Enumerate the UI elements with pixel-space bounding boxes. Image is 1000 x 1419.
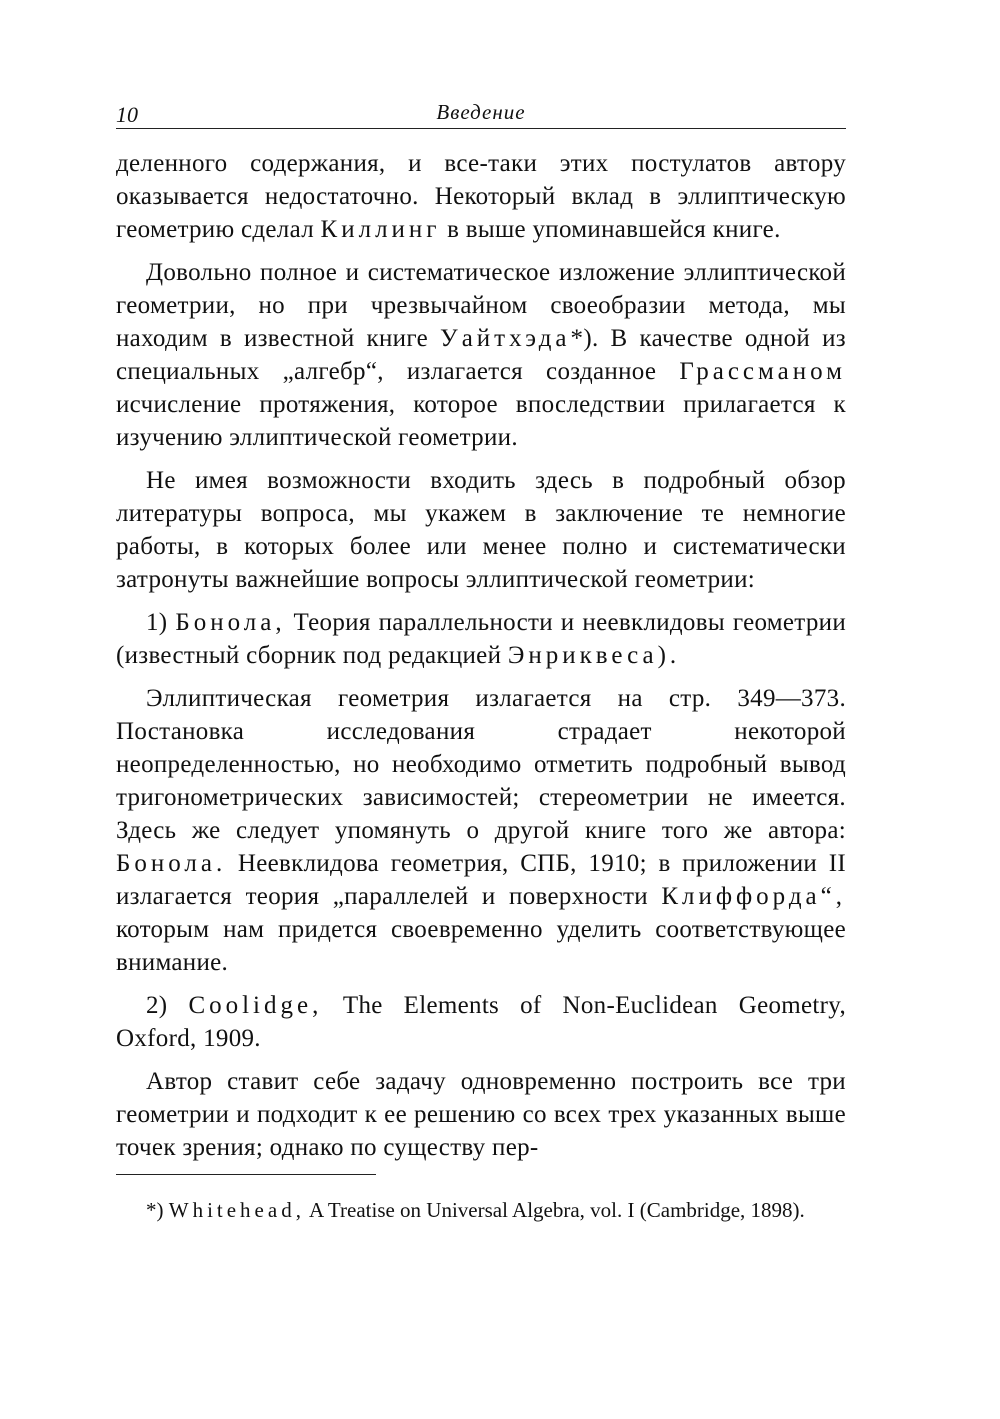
list-number-1: 1) bbox=[146, 609, 168, 636]
author-name-killing: Киллинг bbox=[320, 216, 441, 243]
paragraph-5-text-b: Неевклидова геометрия, СПБ, 1910; в приложении II излагается теория „параллелей и поверхности bbox=[116, 850, 846, 910]
paragraph-6 bbox=[116, 989, 846, 1055]
footnote-rule bbox=[116, 1174, 376, 1175]
paragraph-3: Не имея возможности входить здесь в подробный обзор литературы вопроса, мы укажем в заключение те немногие работы, в которых более или менее полно и систематически затронуты важнейшие вопросы эллиптической геометрии: bbox=[116, 467, 846, 593]
book-page bbox=[116, 96, 846, 1245]
footnote-author: Whitehead, bbox=[168, 1198, 305, 1222]
paragraph-1-text: деленного содержания, и все-таки этих постулатов автору оказывается недостаточно. Некоторый вклад в эллиптическую геометрию сделал bbox=[116, 150, 846, 243]
running-head: Введение bbox=[436, 100, 526, 124]
author-name-coolidge: Coolidge, bbox=[188, 992, 323, 1019]
paragraph-4 bbox=[116, 606, 846, 672]
paragraph-4-text: Теория параллельности и неевклидовы геометрии (известный сборник под редакцией bbox=[116, 609, 846, 669]
paragraph-1-tail: в выше упоминавшейся книге. bbox=[447, 216, 781, 243]
paragraph-1 bbox=[116, 147, 846, 246]
paragraph-2 bbox=[116, 256, 846, 454]
footnote-reference: *). bbox=[570, 325, 599, 352]
list-number-2: 2) bbox=[146, 992, 168, 1019]
page-number: 10 bbox=[116, 102, 138, 127]
author-name-enriques: Энриквеса). bbox=[507, 642, 681, 669]
paragraph-7: Автор ставит себе задачу одновременно построить все три геометрии и подходит к ее решению со всех трех указанных выше точек зрения; однако по существу пер- bbox=[116, 1068, 846, 1161]
header-rule bbox=[116, 128, 846, 129]
author-name-bonola-2: Бонола. bbox=[116, 850, 227, 877]
paragraph-2-text-b: В качестве одной из специальных „алгебр“, излагается созданное bbox=[116, 325, 846, 385]
author-name-bonola: Бонола, bbox=[175, 609, 286, 636]
paragraph-6-text: The Elements of Non-Euclidean Geometry, Oxford, 1909. bbox=[116, 992, 846, 1052]
paragraph-5 bbox=[116, 682, 846, 979]
author-name-whitehead: Уайтхэда bbox=[440, 325, 571, 352]
paragraph-2-text-c: исчисление протяжения, которое впоследствии прилагается к изучению эллиптической геометрии. bbox=[116, 391, 846, 451]
author-name-clifford: Клиффорда“, bbox=[661, 883, 846, 910]
paragraph-5-text-a: Эллиптическая геометрия излагается на стр. 349—373. Постановка исследования страдает некоторой неопределенностью, но необходимо отметить подробный вывод тригонометрических зависимостей; стереометрии не имеется. Здесь же следует упомянуть о другой книге того же автора: bbox=[116, 685, 846, 844]
paragraph-5-text-c: которым нам придется своевременно уделить соответствующее внимание. bbox=[116, 916, 846, 976]
paragraph-2-text-a: Довольно полное и систематическое изложение эллиптической геометрии, но при чрезвычайном своеобразии метода, мы находим в известной книге bbox=[116, 259, 846, 352]
footnote-text: A Treatise on Universal Algebra, vol. I (Cambridge, 1898). bbox=[309, 1198, 805, 1222]
footnote bbox=[116, 1196, 846, 1224]
footnote-mark: *) bbox=[146, 1198, 164, 1222]
page-header bbox=[116, 96, 846, 128]
author-name-grassmann: Грассманом bbox=[679, 358, 846, 385]
